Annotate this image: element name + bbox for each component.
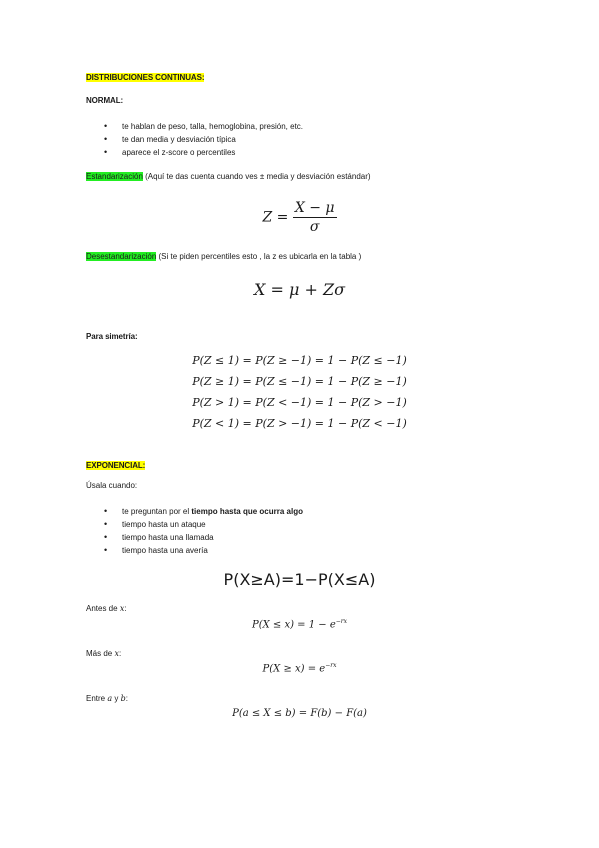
standardize-fraction xyxy=(293,200,337,235)
between-var-b: b xyxy=(120,694,126,703)
symmetry-equations xyxy=(0,350,599,434)
exponential-main-formula: P(X≥A)=1−P(X≤A) xyxy=(223,570,376,589)
list-item: • te dan media y desviación típica xyxy=(104,133,303,146)
destandardize-line xyxy=(86,252,361,261)
after-formula-text: P(X ≥ x) = e xyxy=(262,663,326,675)
exponential-use-when: Úsala cuando: xyxy=(86,481,138,490)
before-formula-exponent: −rx xyxy=(335,618,348,625)
list-item: • te hablan de peso, talla, hemoglobina, presión, etc. xyxy=(104,120,303,133)
before-var: x xyxy=(119,604,125,613)
standardize-label: Estandarización xyxy=(86,172,143,181)
destandardize-note: (Si te piden percentiles esto , la z es ubicarla en la tabla ) xyxy=(156,252,362,261)
standardize-denominator: σ xyxy=(309,219,320,235)
standardize-note: (Aquí te das cuenta cuando ves ± media y desviación estándar) xyxy=(142,172,371,181)
normal-bullet-list xyxy=(104,120,303,159)
exponential-title-text: EXPONENCIAL: xyxy=(86,461,146,470)
before-label: Antes de xyxy=(86,604,120,613)
between-label-line xyxy=(86,694,128,703)
standardize-formula xyxy=(0,200,599,235)
before-colon: : xyxy=(124,604,127,613)
section-title-text: DISTRIBUCIONES CONTINUAS: xyxy=(86,73,205,82)
symmetry-equation: P(Z > 1) = P(Z < −1) = 1 − P(Z > −1) xyxy=(192,396,407,409)
after-label: Más de xyxy=(86,649,115,658)
section-title xyxy=(86,73,204,82)
destandardize-label: Desestandarización xyxy=(86,252,157,261)
after-formula xyxy=(0,662,599,674)
standardize-lhs: Z = xyxy=(262,209,289,226)
destandardize-formula: X = μ + Zσ xyxy=(254,280,345,299)
standardize-line xyxy=(86,172,371,181)
list-item: • tiempo hasta una avería xyxy=(104,544,303,557)
exponential-bullet-list xyxy=(104,505,303,557)
normal-title: NORMAL: xyxy=(86,96,124,105)
before-formula-text: P(X ≤ x) = 1 − e xyxy=(251,619,336,631)
bullet-emphasis: tiempo hasta que ocurra algo xyxy=(191,507,303,516)
before-label-line xyxy=(86,604,127,613)
between-colon: : xyxy=(125,694,128,703)
bullet-prefix: te preguntan por el xyxy=(122,507,192,516)
exponential-title xyxy=(86,461,145,470)
symmetry-title: Para simetría: xyxy=(86,332,138,341)
between-var-a: a xyxy=(107,694,113,703)
list-item xyxy=(104,505,303,518)
standardize-numerator: X − μ xyxy=(294,200,335,216)
list-item: • tiempo hasta un ataque xyxy=(104,518,303,531)
symmetry-equation: P(Z ≥ 1) = P(Z ≤ −1) = 1 − P(Z ≥ −1) xyxy=(192,375,407,388)
before-formula xyxy=(0,618,599,630)
between-formula: P(a ≤ X ≤ b) = F(b) − F(a) xyxy=(232,708,367,719)
between-and: y xyxy=(112,694,121,703)
list-item: • tiempo hasta una llamada xyxy=(104,531,303,544)
after-formula-exponent: −rx xyxy=(325,662,337,669)
list-item: • aparece el z-score o percentiles xyxy=(104,146,303,159)
symmetry-equation: P(Z < 1) = P(Z > −1) = 1 − P(Z < −1) xyxy=(192,417,407,430)
after-label-line xyxy=(86,649,121,658)
after-colon: : xyxy=(118,649,122,658)
symmetry-equation: P(Z ≤ 1) = P(Z ≥ −1) = 1 − P(Z ≤ −1) xyxy=(192,354,407,367)
between-label: Entre xyxy=(86,694,108,703)
after-var: x xyxy=(114,649,119,658)
